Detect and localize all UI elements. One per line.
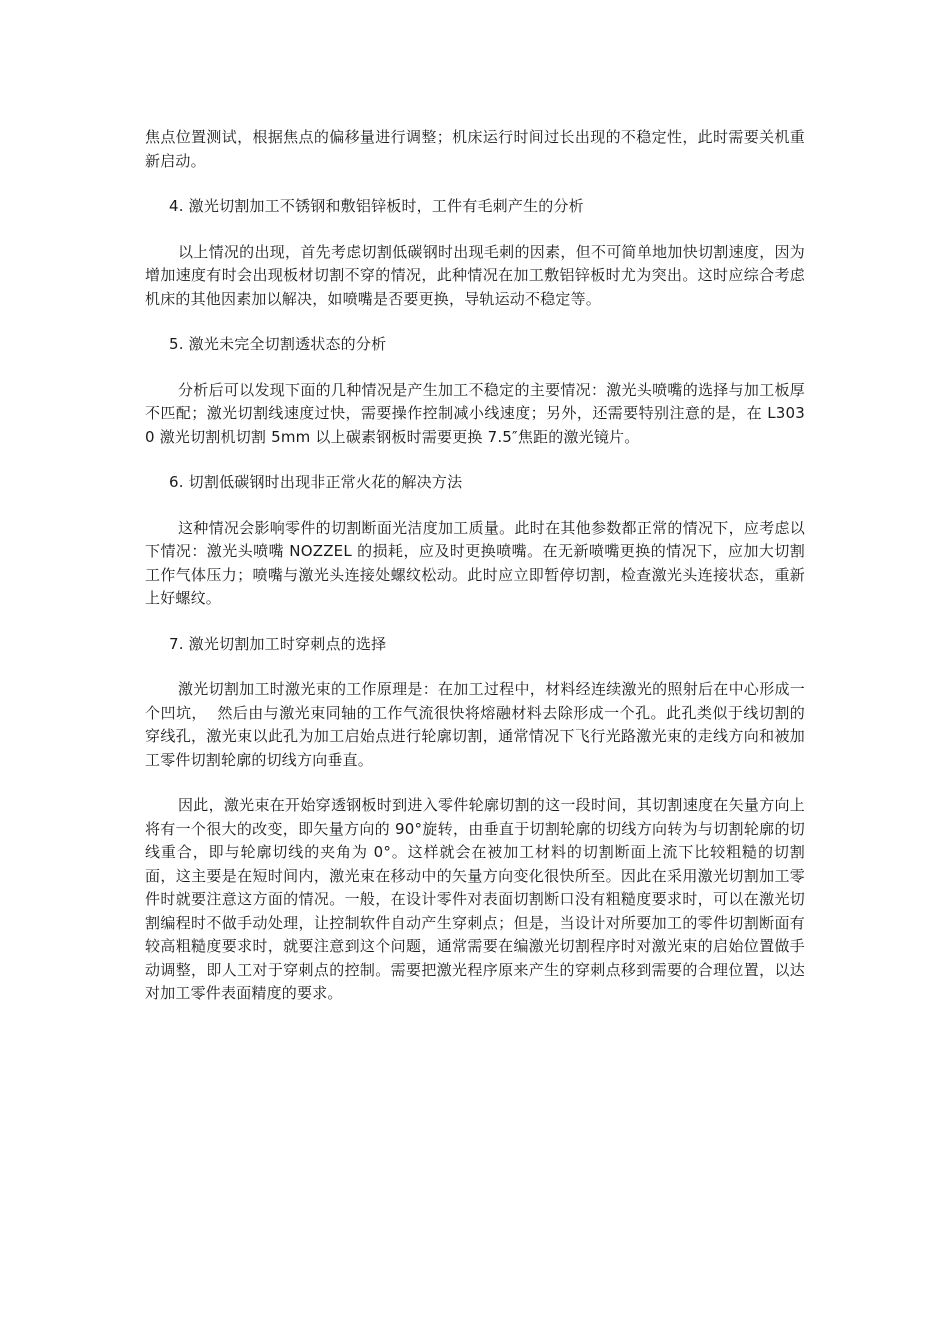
section-heading-4: 4. 激光切割加工不锈钢和敷铝锌板时，工件有毛刺产生的分析 [169, 197, 584, 215]
paragraph-incomplete-cut: 分析后可以发现下面的几种情况是产生加工不稳定的主要情况：激光头喷嘴的选择与加工板厚不匹配；激光切割线速度过快，需要操作控制减小线速度；另外，还需要特别注意的是，在 L3030 激光切割机切割 5mm 以上碳素钢板时需要更换 7.5″焦距的激光镜片。 [145, 380, 805, 446]
paragraph-abnormal-spark: 这种情况会影响零件的切割断面光洁度加工质量。此时在其他参数都正常的情况下，应考虑以下情况：激光头喷嘴 NOZZEL 的损耗，应及时更换喷嘴。在无新喷嘴更换的情况下，应加大切割工作气体压力；喷嘴与激光头连接处螺纹松动。此时应立即暂停切割，检查激光头连接状态，重新上好螺纹。 [145, 518, 805, 607]
paragraph-focus-position: 焦点位置测试，根据焦点的偏移量进行调整；机床运行时间过长出现的不稳定性，此时需要关机重新启动。 [145, 128, 805, 170]
section-heading-7: 7. 激光切割加工时穿刺点的选择 [169, 634, 387, 653]
paragraph-pierce-control: 因此，激光束在开始穿透钢板时到进入零件轮廓切割的这一段时间，其切割速度在矢量方向上将有一个很大的改变，即矢量方向的 90°旋转，由垂直于切割轮廓的切线方向转为与切割轮廓的切线重合，即与轮廓切线的夹角为 0°。这样就会在被加工材料的切割断面上流下比较粗糙的切割面，这主要是在短时间内，激光束在移动中的矢量方向变化很快所至。因此在采用激光切割加工零件时就要注意这方面的情况。一般，在设计零件对表面切割断口没有粗糙度要求时，可以在激光切割编程时不做手动处理，让控制软件自动产生穿刺点；但是，当设计对所要加工的零件切割断面有较高粗糙度要求时，就要注意到这个问题，通常需要在编激光切割程序时对激光束的启始位置做手动调整，即人工对于穿刺点的控制。需要把激光程序原来产生的穿刺点移到需要的合理位置，以达对加工零件表面精度的要求。 [145, 796, 805, 1002]
document-body [145, 126, 805, 1028]
section-heading-5: 5. 激光未完全切割透状态的分析 [169, 335, 387, 353]
section-heading-6: 6. 切割低碳钢时出现非正常火花的解决方法 [169, 473, 463, 491]
paragraph-pierce-principle: 激光切割加工时激光束的工作原理是：在加工过程中，材料经连续激光的照射后在中心形成一个凹坑， 然后由与激光束同轴的工作气流很快将熔融材料去除形成一个孔。此孔类似于线切割的穿线孔，激光束以此孔为加工启始点进行轮廓切割，通常情况下飞行光路激光束的走线方向和被加工零件切割轮廓的切线方向垂直。 [145, 680, 805, 769]
paragraph-burr-analysis: 以上情况的出现，首先考虑切割低碳钢时出现毛刺的因素，但不可简单地加快切割速度，因为增加速度有时会出现板材切割不穿的情况，此种情况在加工敷铝锌板时尤为突出。这时应综合考虑机床的其他因素加以解决，如喷嘴是否要更换，导轨运动不稳定等。 [145, 242, 805, 308]
